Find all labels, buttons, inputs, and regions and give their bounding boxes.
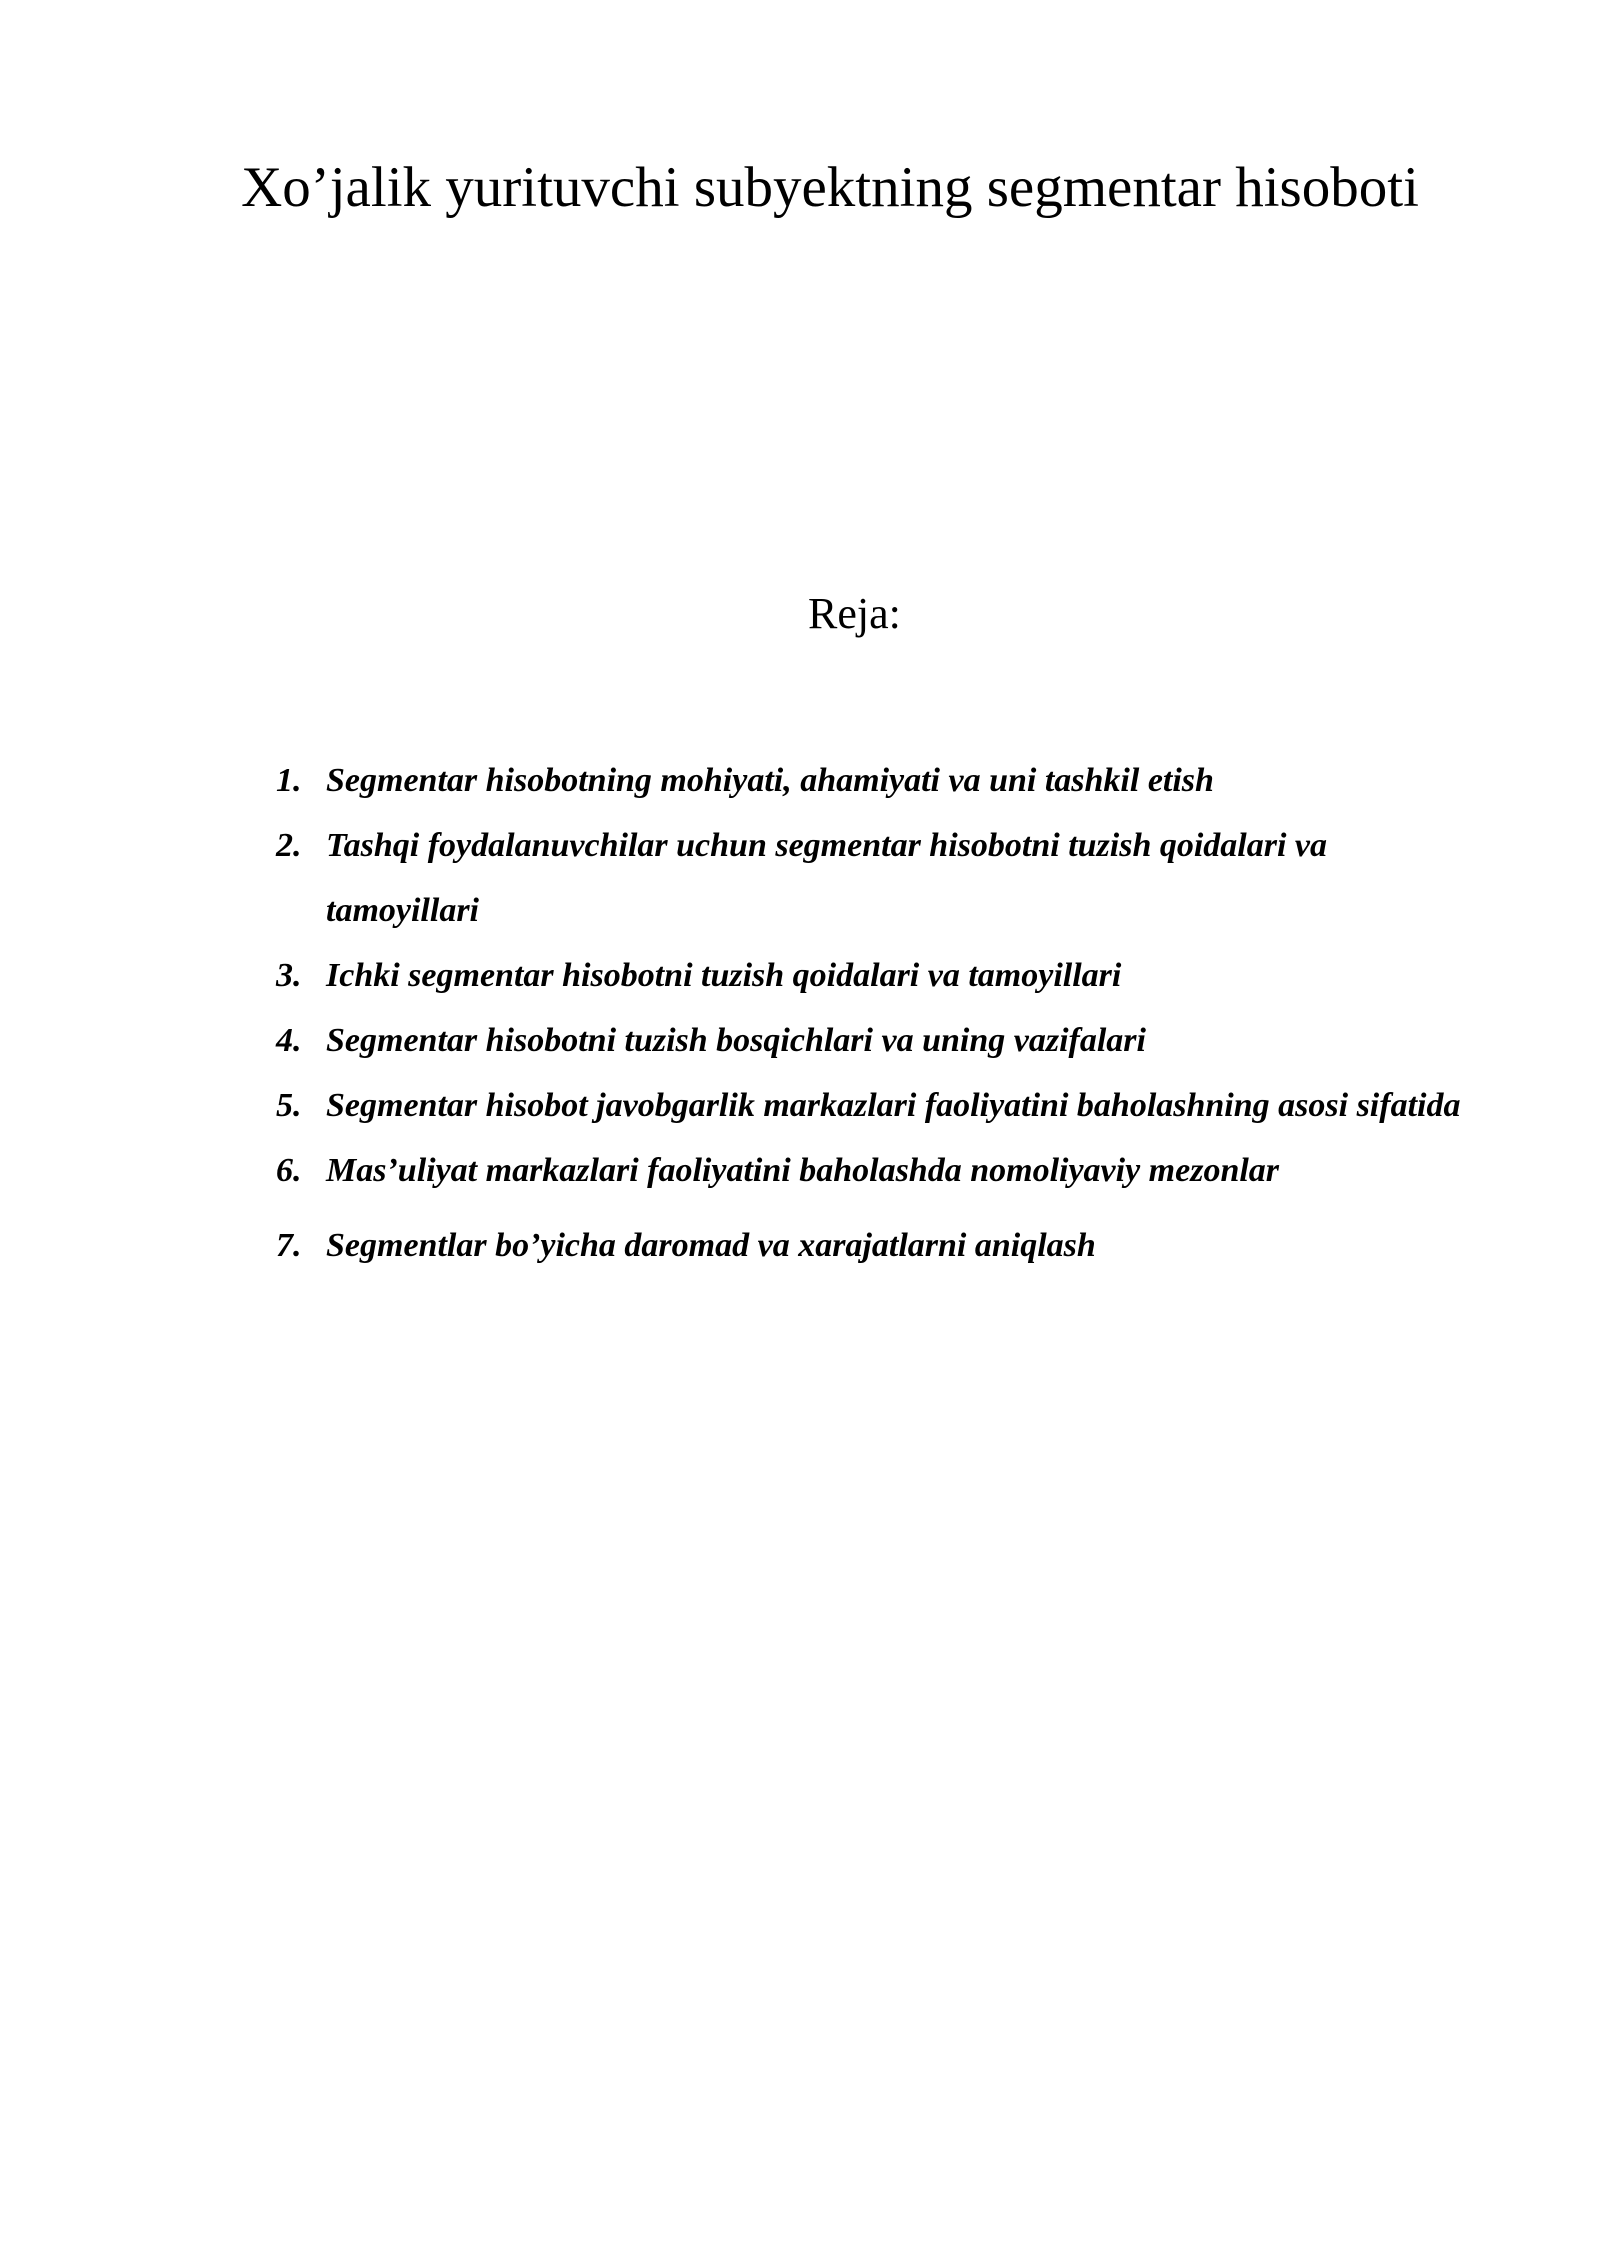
plan-item-4	[276, 1008, 1476, 1073]
plan-item-number: 3.	[276, 957, 302, 994]
plan-heading: Reja:	[808, 589, 901, 638]
plan-item-5	[276, 1073, 1476, 1138]
plan-item-text: Segmentar hisobotning mohiyati, ahamiyati va uni tashkil etish	[326, 762, 1214, 799]
plan-item-number: 5.	[276, 1087, 302, 1124]
plan-item-text: Segmentlar bo’yicha daromad va xarajatlarni aniqlash	[326, 1227, 1096, 1264]
document-title: Xo’jalik yurituvchi subyektning segmentar hisoboti	[241, 156, 1419, 219]
plan-item-text: Tashqi foydalanuvchilar uchun segmentar hisobotni tuzish qoidalari va tamoyillari	[326, 827, 1328, 929]
plan-item-number: 2.	[276, 827, 302, 864]
plan-item-1	[276, 748, 1476, 813]
plan-item-number: 4.	[276, 1022, 302, 1059]
plan-item-number: 1.	[276, 762, 302, 799]
plan-item-text: Mas’uliyat markazlari faoliyatini baholashda nomoliyaviy mezonlar	[326, 1152, 1280, 1189]
plan-item-number: 7.	[276, 1227, 302, 1264]
plan-item-7	[276, 1213, 1476, 1278]
plan-item-text: Segmentar hisobotni tuzish bosqichlari va uning vazifalari	[326, 1022, 1146, 1059]
plan-list	[276, 748, 1476, 1278]
plan-item-2	[276, 813, 1476, 943]
plan-item-number: 6.	[276, 1152, 302, 1189]
plan-item-3	[276, 943, 1476, 1008]
plan-item-6	[276, 1138, 1476, 1203]
plan-item-text: Ichki segmentar hisobotni tuzish qoidalari va tamoyillari	[326, 957, 1122, 994]
plan-item-text: Segmentar hisobot javobgarlik markazlari faoliyatini baholashning asosi sifatida	[326, 1087, 1461, 1124]
